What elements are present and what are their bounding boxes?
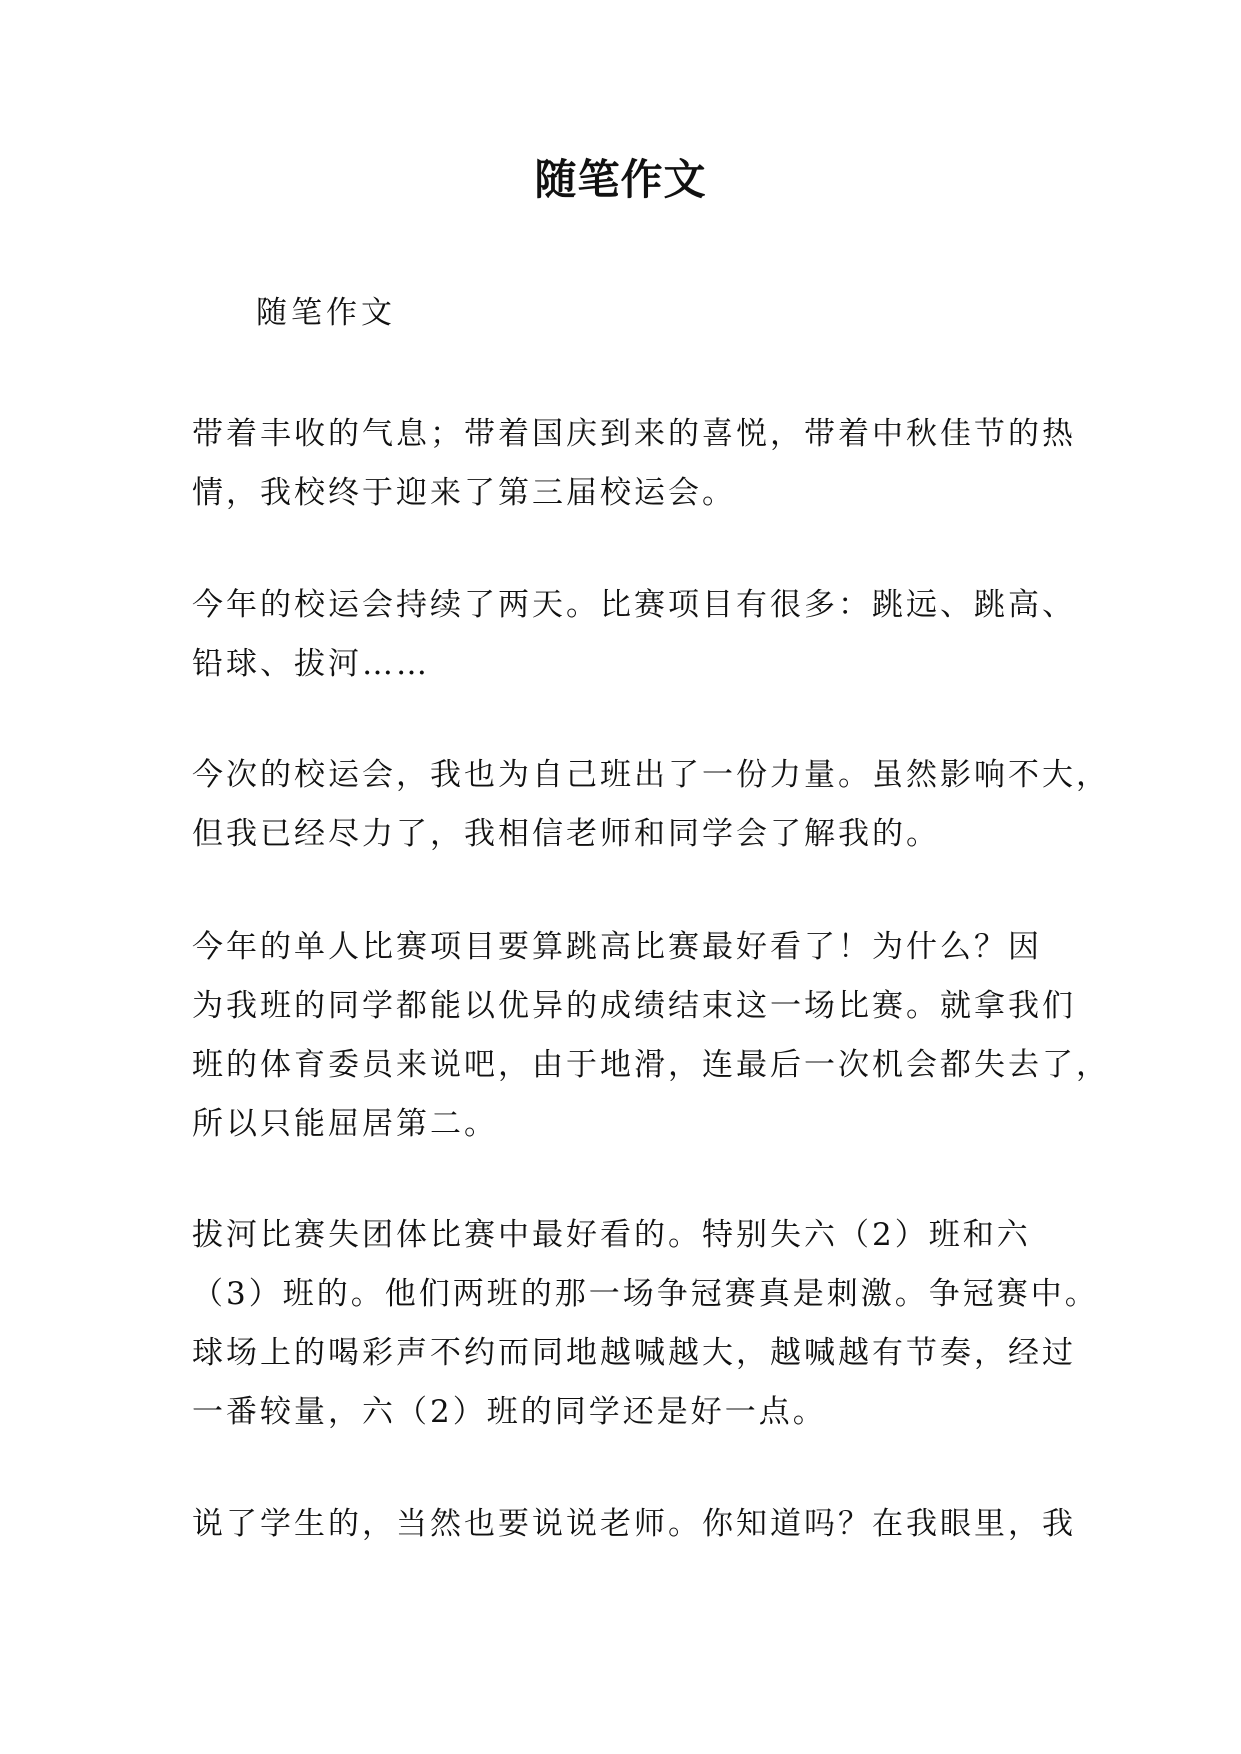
- paragraph-3: [192, 746, 1110, 864]
- paragraph-line: 今次的校运会，我也为自己班出了一份力量。虽然影响不大，: [192, 757, 1110, 793]
- paragraph-line: 说了学生的，当然也要说说老师。你知道吗？在我眼里，我: [192, 1506, 1076, 1542]
- paragraph-line: 带着丰收的气息；带着国庆到来的喜悦，带着中秋佳节的热: [192, 416, 1076, 452]
- paragraph-line: 球场上的喝彩声不约而同地越喊越大，越喊越有节奏，经过: [192, 1335, 1076, 1371]
- document-title: 随笔作文: [534, 155, 707, 204]
- paragraph-line: 所以只能屈居第二。: [192, 1106, 498, 1142]
- paragraph-line: 铅球、拔河……: [192, 646, 430, 682]
- paragraph-line: 拔河比赛失团体比赛中最好看的。特别失六（2）班和六: [192, 1217, 1031, 1253]
- paragraph-line: 为我班的同学都能以优异的成绩结束这一场比赛。就拿我们: [192, 988, 1076, 1024]
- paragraph-2: [192, 576, 1092, 694]
- paragraph-6: [192, 1495, 1092, 1554]
- paragraph-line: 情，我校终于迎来了第三届校运会。: [192, 475, 736, 511]
- paragraph-1: [192, 405, 1092, 523]
- paragraph-line: 班的体育委员来说吧，由于地滑，连最后一次机会都失去了，: [192, 1047, 1110, 1083]
- paragraph-line: 今年的校运会持续了两天。比赛项目有很多：跳远、跳高、: [192, 587, 1076, 623]
- document-subtitle: 随笔作文: [256, 295, 396, 331]
- paragraph-line: （3）班的。他们两班的那一场争冠赛真是刺激。争冠赛中。: [192, 1276, 1099, 1312]
- paragraph-line: 一番较量，六（2）班的同学还是好一点。: [192, 1394, 827, 1430]
- paragraph-4: [192, 918, 1110, 1154]
- paragraph-5: [192, 1206, 1099, 1442]
- paragraph-line: 但我已经尽力了，我相信老师和同学会了解我的。: [192, 816, 940, 852]
- paragraph-line: 今年的单人比赛项目要算跳高比赛最好看了！为什么？因: [192, 929, 1042, 965]
